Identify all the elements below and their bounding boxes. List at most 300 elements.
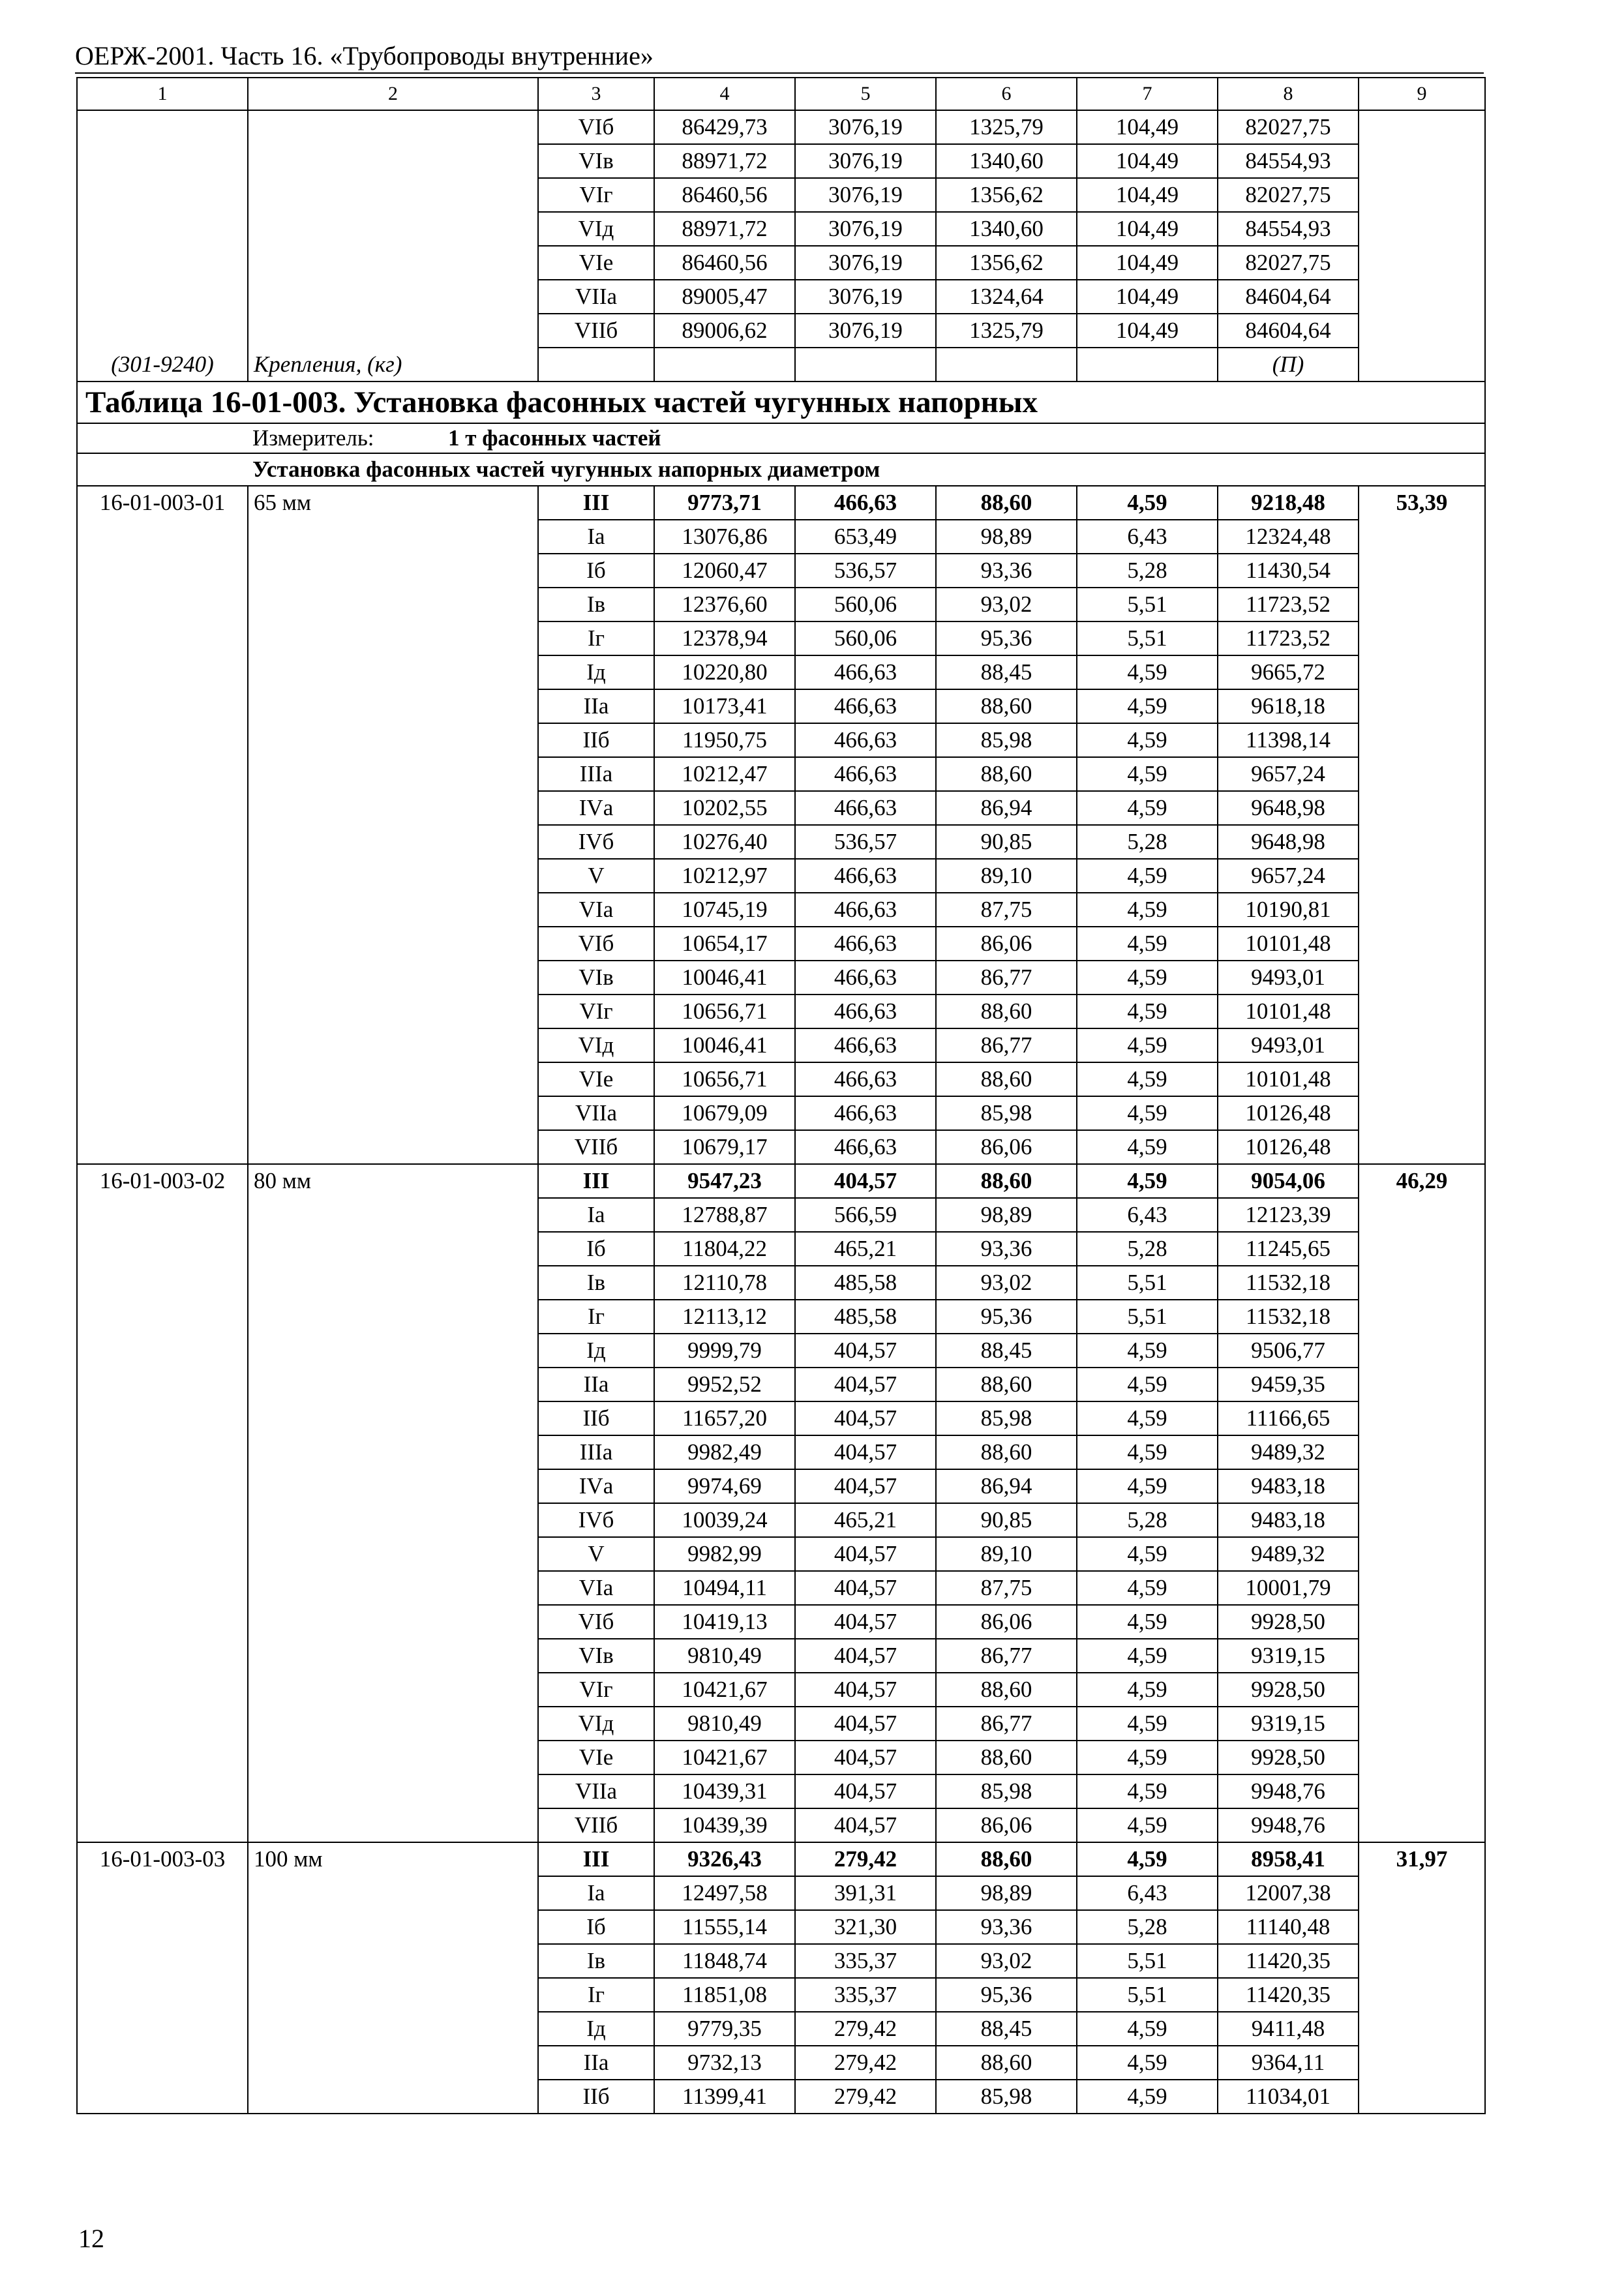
machines-cell: 1324,64 <box>936 280 1077 314</box>
total-cost-cell: 10276,40 <box>654 825 795 859</box>
machines-cell: 93,02 <box>936 1944 1077 1978</box>
wages-cell: 391,31 <box>795 1876 936 1910</box>
materials-cell: 10001,79 <box>1218 1571 1359 1605</box>
zone-cell: VIIа <box>538 1774 654 1808</box>
wages-cell: 466,63 <box>795 961 936 995</box>
machines-cell: 93,02 <box>936 1266 1077 1300</box>
zone-cell: VIIб <box>538 1808 654 1842</box>
materials-cell: 10126,48 <box>1218 1096 1359 1130</box>
total-cost-cell: 9952,52 <box>654 1368 795 1401</box>
zone-cell: VIIа <box>538 1096 654 1130</box>
materials-cell: 9218,48 <box>1218 486 1359 520</box>
machines-cell: 85,98 <box>936 1401 1077 1435</box>
wages-cell: 465,21 <box>795 1503 936 1537</box>
wages-cell: 466,63 <box>795 791 936 825</box>
labor-cell: 31,97 <box>1359 1842 1485 2114</box>
materials-cell: 9648,98 <box>1218 791 1359 825</box>
total-cost-cell: 9810,49 <box>654 1639 795 1673</box>
machines-cell: 95,36 <box>936 1300 1077 1334</box>
column-number-1: 1 <box>77 78 248 110</box>
drivers-wages-cell: 5,28 <box>1077 1503 1218 1537</box>
machines-cell: 86,77 <box>936 1707 1077 1741</box>
total-cost-cell: 86429,73 <box>654 110 795 144</box>
zone-cell: IVб <box>538 825 654 859</box>
materials-cell: 9657,24 <box>1218 859 1359 893</box>
zone-cell: VIа <box>538 1571 654 1605</box>
wages-cell: 566,59 <box>795 1198 936 1232</box>
column-number-4: 4 <box>654 78 795 110</box>
zone-cell: IIа <box>538 2046 654 2080</box>
materials-cell: 9319,15 <box>1218 1639 1359 1673</box>
column-number-7: 7 <box>1077 78 1218 110</box>
zone-cell: Iб <box>538 1910 654 1944</box>
machines-cell: 95,36 <box>936 1978 1077 2012</box>
zone-cell: Iд <box>538 2012 654 2046</box>
drivers-wages-cell: 4,59 <box>1077 1096 1218 1130</box>
total-cost-cell: 86460,56 <box>654 246 795 280</box>
zone-cell: Iв <box>538 588 654 621</box>
drivers-wages-cell: 4,59 <box>1077 1808 1218 1842</box>
zone-cell: III <box>538 486 654 520</box>
machines-cell: 86,06 <box>936 1130 1077 1164</box>
wages-cell: 466,63 <box>795 1096 936 1130</box>
total-cost-cell: 10202,55 <box>654 791 795 825</box>
drivers-wages-cell: 6,43 <box>1077 1876 1218 1910</box>
materials-cell: 11245,65 <box>1218 1232 1359 1266</box>
total-cost-cell: 10656,71 <box>654 1062 795 1096</box>
machines-cell: 90,85 <box>936 1503 1077 1537</box>
drivers-wages-cell: 104,49 <box>1077 246 1218 280</box>
wages-cell: 466,63 <box>795 927 936 961</box>
drivers-wages-cell: 4,59 <box>1077 2012 1218 2046</box>
materials-cell: 11166,65 <box>1218 1401 1359 1435</box>
materials-cell: 9489,32 <box>1218 1435 1359 1469</box>
materials-cell: 10101,48 <box>1218 1062 1359 1096</box>
wages-cell: 3076,19 <box>795 178 936 212</box>
total-cost-cell: 11555,14 <box>654 1910 795 1944</box>
zone-cell: IVа <box>538 1469 654 1503</box>
materials-cell: 82027,75 <box>1218 246 1359 280</box>
materials-cell: 11420,35 <box>1218 1978 1359 2012</box>
drivers-wages-cell: 5,51 <box>1077 621 1218 655</box>
drivers-wages-cell: 104,49 <box>1077 178 1218 212</box>
total-cost-cell: 9982,99 <box>654 1537 795 1571</box>
drivers-wages-cell: 4,59 <box>1077 1164 1218 1198</box>
fastening-row <box>77 348 1485 382</box>
drivers-wages-cell: 4,59 <box>1077 1774 1218 1808</box>
materials-cell: 84554,93 <box>1218 212 1359 246</box>
machines-cell: 88,60 <box>936 1435 1077 1469</box>
machines-cell: 86,77 <box>936 961 1077 995</box>
wages-cell: 3076,19 <box>795 212 936 246</box>
zone-cell: IIа <box>538 1368 654 1401</box>
total-cost-cell: 10421,67 <box>654 1741 795 1774</box>
name-cell-empty <box>248 110 538 348</box>
machines-cell: 88,60 <box>936 486 1077 520</box>
drivers-wages-cell: 4,59 <box>1077 2080 1218 2114</box>
total-cost-cell: 9773,71 <box>654 486 795 520</box>
subtitle-cell <box>77 453 1485 486</box>
drivers-wages-cell: 4,59 <box>1077 1334 1218 1368</box>
empty-cell <box>538 348 654 382</box>
wages-cell: 335,37 <box>795 1978 936 2012</box>
materials-cell: 10101,48 <box>1218 995 1359 1028</box>
zone-cell: V <box>538 1537 654 1571</box>
total-cost-cell: 12060,47 <box>654 554 795 588</box>
drivers-wages-cell: 4,59 <box>1077 1062 1218 1096</box>
total-cost-cell: 10421,67 <box>654 1673 795 1707</box>
zone-cell: Iд <box>538 655 654 689</box>
machines-cell: 88,60 <box>936 995 1077 1028</box>
zone-cell: VIг <box>538 995 654 1028</box>
drivers-wages-cell: 4,59 <box>1077 1028 1218 1062</box>
code-cell: 16-01-003-03 <box>77 1842 248 2114</box>
total-cost-cell: 13076,86 <box>654 520 795 554</box>
fastening-unit: (П) <box>1218 348 1359 382</box>
machines-cell: 87,75 <box>936 1571 1077 1605</box>
machines-cell: 93,02 <box>936 588 1077 621</box>
materials-cell: 9506,77 <box>1218 1334 1359 1368</box>
wages-cell: 404,57 <box>795 1774 936 1808</box>
machines-cell: 87,75 <box>936 893 1077 927</box>
machines-cell: 98,89 <box>936 1198 1077 1232</box>
materials-cell: 8958,41 <box>1218 1842 1359 1876</box>
column-number-5: 5 <box>795 78 936 110</box>
zone-cell: VIIб <box>538 1130 654 1164</box>
zone-cell: VIв <box>538 1639 654 1673</box>
zone-cell: VIIа <box>538 280 654 314</box>
total-cost-cell: 10046,41 <box>654 961 795 995</box>
drivers-wages-cell: 4,59 <box>1077 1741 1218 1774</box>
zone-cell: IIIа <box>538 1435 654 1469</box>
total-cost-cell: 10173,41 <box>654 689 795 723</box>
machines-cell: 85,98 <box>936 1096 1077 1130</box>
column-number-9: 9 <box>1359 78 1485 110</box>
total-cost-cell: 10039,24 <box>654 1503 795 1537</box>
fastening-name: Крепления, (кг) <box>248 348 538 382</box>
total-cost-cell: 12378,94 <box>654 621 795 655</box>
materials-cell: 9483,18 <box>1218 1503 1359 1537</box>
machines-cell: 89,10 <box>936 1537 1077 1571</box>
zone-cell: Iб <box>538 1232 654 1266</box>
total-cost-cell: 9999,79 <box>654 1334 795 1368</box>
drivers-wages-cell: 4,59 <box>1077 1571 1218 1605</box>
zone-cell: Iб <box>538 554 654 588</box>
wages-cell: 279,42 <box>795 2012 936 2046</box>
total-cost-cell: 11950,75 <box>654 723 795 757</box>
drivers-wages-cell: 4,59 <box>1077 655 1218 689</box>
total-cost-cell: 11804,22 <box>654 1232 795 1266</box>
materials-cell: 9054,06 <box>1218 1164 1359 1198</box>
machines-cell: 85,98 <box>936 1774 1077 1808</box>
wages-cell: 466,63 <box>795 1028 936 1062</box>
zone-cell: VIб <box>538 1605 654 1639</box>
drivers-wages-cell: 4,59 <box>1077 723 1218 757</box>
wages-cell: 335,37 <box>795 1944 936 1978</box>
materials-cell: 82027,75 <box>1218 178 1359 212</box>
drivers-wages-cell: 4,59 <box>1077 859 1218 893</box>
materials-cell: 11532,18 <box>1218 1300 1359 1334</box>
total-cost-cell: 10494,11 <box>654 1571 795 1605</box>
total-cost-cell: 12113,12 <box>654 1300 795 1334</box>
materials-cell: 84604,64 <box>1218 314 1359 348</box>
zone-cell: VIб <box>538 110 654 144</box>
machines-cell: 88,60 <box>936 757 1077 791</box>
machines-cell: 1340,60 <box>936 144 1077 178</box>
total-cost-cell: 12497,58 <box>654 1876 795 1910</box>
price-table <box>76 77 1486 2114</box>
total-cost-cell: 10679,17 <box>654 1130 795 1164</box>
materials-cell: 12007,38 <box>1218 1876 1359 1910</box>
zone-cell: VIд <box>538 1707 654 1741</box>
materials-cell: 9928,50 <box>1218 1605 1359 1639</box>
wages-cell: 465,21 <box>795 1232 936 1266</box>
name-cell: 65 мм <box>248 486 538 1164</box>
drivers-wages-cell: 4,59 <box>1077 1537 1218 1571</box>
table-title: Таблица 16-01-003. Установка фасонных частей чугунных напорных <box>77 382 1485 423</box>
wages-cell: 536,57 <box>795 554 936 588</box>
drivers-wages-cell: 5,51 <box>1077 1300 1218 1334</box>
zone-cell: VIг <box>538 1673 654 1707</box>
wages-cell: 3076,19 <box>795 280 936 314</box>
drivers-wages-cell: 104,49 <box>1077 314 1218 348</box>
zone-cell: III <box>538 1842 654 1876</box>
materials-cell: 11034,01 <box>1218 2080 1359 2114</box>
materials-cell: 82027,75 <box>1218 110 1359 144</box>
total-cost-cell: 88971,72 <box>654 144 795 178</box>
zone-cell: VIе <box>538 1741 654 1774</box>
zone-cell: V <box>538 859 654 893</box>
measure-label: Измеритель: <box>252 425 374 451</box>
materials-cell: 9364,11 <box>1218 2046 1359 2080</box>
measure-value: 1 т фасонных частей <box>448 425 661 451</box>
drivers-wages-cell: 104,49 <box>1077 212 1218 246</box>
machines-cell: 86,77 <box>936 1639 1077 1673</box>
drivers-wages-cell: 5,28 <box>1077 554 1218 588</box>
materials-cell: 11723,52 <box>1218 621 1359 655</box>
total-cost-cell: 10745,19 <box>654 893 795 927</box>
total-cost-cell: 10679,09 <box>654 1096 795 1130</box>
wages-cell: 404,57 <box>795 1334 936 1368</box>
materials-cell: 9948,76 <box>1218 1808 1359 1842</box>
total-cost-cell: 9547,23 <box>654 1164 795 1198</box>
materials-cell: 9665,72 <box>1218 655 1359 689</box>
subtitle-row <box>77 453 1485 486</box>
materials-cell: 10190,81 <box>1218 893 1359 927</box>
drivers-wages-cell: 4,59 <box>1077 1130 1218 1164</box>
zone-cell: IIа <box>538 689 654 723</box>
zone-cell: Iа <box>538 520 654 554</box>
total-cost-cell: 12110,78 <box>654 1266 795 1300</box>
machines-cell: 1340,60 <box>936 212 1077 246</box>
zone-cell: IIб <box>538 723 654 757</box>
materials-cell: 9657,24 <box>1218 757 1359 791</box>
wages-cell: 404,57 <box>795 1639 936 1673</box>
code-cell: 16-01-003-01 <box>77 486 248 1164</box>
table-title-row <box>77 382 1485 423</box>
materials-cell: 11398,14 <box>1218 723 1359 757</box>
zone-cell: VIд <box>538 1028 654 1062</box>
drivers-wages-cell: 5,51 <box>1077 1944 1218 1978</box>
machines-cell: 86,06 <box>936 927 1077 961</box>
machines-cell: 98,89 <box>936 1876 1077 1910</box>
total-cost-cell: 10220,80 <box>654 655 795 689</box>
total-cost-cell: 10439,31 <box>654 1774 795 1808</box>
total-cost-cell: 9326,43 <box>654 1842 795 1876</box>
wages-cell: 404,57 <box>795 1605 936 1639</box>
zone-cell: VIв <box>538 961 654 995</box>
materials-cell: 9928,50 <box>1218 1673 1359 1707</box>
machines-cell: 88,60 <box>936 689 1077 723</box>
zone-cell: Iа <box>538 1876 654 1910</box>
machines-cell: 1356,62 <box>936 178 1077 212</box>
code-cell-empty <box>77 110 248 348</box>
wages-cell: 3076,19 <box>795 246 936 280</box>
materials-cell: 9483,18 <box>1218 1469 1359 1503</box>
machines-cell: 95,36 <box>936 621 1077 655</box>
wages-cell: 3076,19 <box>795 110 936 144</box>
materials-cell: 84554,93 <box>1218 144 1359 178</box>
machines-cell: 88,45 <box>936 2012 1077 2046</box>
drivers-wages-cell: 4,59 <box>1077 927 1218 961</box>
drivers-wages-cell: 4,59 <box>1077 1435 1218 1469</box>
fastening-code: (301-9240) <box>77 348 248 382</box>
total-cost-cell: 12788,87 <box>654 1198 795 1232</box>
total-cost-cell: 9779,35 <box>654 2012 795 2046</box>
machines-cell: 1325,79 <box>936 110 1077 144</box>
materials-cell: 9648,98 <box>1218 825 1359 859</box>
measure-cell <box>77 423 1485 453</box>
empty-cell <box>654 348 795 382</box>
total-cost-cell: 11851,08 <box>654 1978 795 2012</box>
wages-cell: 466,63 <box>795 859 936 893</box>
machines-cell: 88,45 <box>936 1334 1077 1368</box>
wages-cell: 3076,19 <box>795 144 936 178</box>
wages-cell: 404,57 <box>795 1673 936 1707</box>
table-row <box>77 110 1485 144</box>
machines-cell: 88,60 <box>936 1673 1077 1707</box>
materials-cell: 9493,01 <box>1218 961 1359 995</box>
zone-cell: IVа <box>538 791 654 825</box>
wages-cell: 279,42 <box>795 1842 936 1876</box>
wages-cell: 560,06 <box>795 588 936 621</box>
wages-cell: 404,57 <box>795 1571 936 1605</box>
page-header: ОЕРЖ-2001. Часть 16. «Трубопроводы внутренние» <box>75 41 654 70</box>
zone-cell: III <box>538 1164 654 1198</box>
empty-cell <box>1077 348 1218 382</box>
machines-cell: 86,06 <box>936 1808 1077 1842</box>
drivers-wages-cell: 4,59 <box>1077 757 1218 791</box>
wages-cell: 485,58 <box>795 1300 936 1334</box>
drivers-wages-cell: 4,59 <box>1077 1368 1218 1401</box>
materials-cell: 11723,52 <box>1218 588 1359 621</box>
drivers-wages-cell: 4,59 <box>1077 1673 1218 1707</box>
total-cost-cell: 10654,17 <box>654 927 795 961</box>
wages-cell: 279,42 <box>795 2046 936 2080</box>
total-cost-cell: 9810,49 <box>654 1707 795 1741</box>
zone-cell: Iа <box>538 1198 654 1232</box>
machines-cell: 88,45 <box>936 655 1077 689</box>
total-cost-cell: 9982,49 <box>654 1435 795 1469</box>
empty-cell <box>1359 348 1485 382</box>
zone-cell: Iг <box>538 621 654 655</box>
total-cost-cell: 89005,47 <box>654 280 795 314</box>
wages-cell: 404,57 <box>795 1469 936 1503</box>
labor-cell: 53,39 <box>1359 486 1485 1164</box>
machines-cell: 1356,62 <box>936 246 1077 280</box>
drivers-wages-cell: 5,51 <box>1077 588 1218 621</box>
total-cost-cell: 86460,56 <box>654 178 795 212</box>
drivers-wages-cell: 104,49 <box>1077 280 1218 314</box>
zone-cell: IVб <box>538 1503 654 1537</box>
wages-cell: 466,63 <box>795 723 936 757</box>
column-number-3: 3 <box>538 78 654 110</box>
machines-cell: 88,60 <box>936 1842 1077 1876</box>
drivers-wages-cell: 4,59 <box>1077 791 1218 825</box>
drivers-wages-cell: 4,59 <box>1077 1469 1218 1503</box>
total-cost-cell: 9732,13 <box>654 2046 795 2080</box>
zone-cell: VIе <box>538 246 654 280</box>
wages-cell: 536,57 <box>795 825 936 859</box>
total-cost-cell: 11399,41 <box>654 2080 795 2114</box>
column-number-6: 6 <box>936 78 1077 110</box>
total-cost-cell: 10439,39 <box>654 1808 795 1842</box>
drivers-wages-cell: 4,59 <box>1077 995 1218 1028</box>
materials-cell: 9493,01 <box>1218 1028 1359 1062</box>
machines-cell: 88,60 <box>936 1164 1077 1198</box>
wages-cell: 279,42 <box>795 2080 936 2114</box>
materials-cell: 9948,76 <box>1218 1774 1359 1808</box>
wages-cell: 404,57 <box>795 1537 936 1571</box>
wages-cell: 485,58 <box>795 1266 936 1300</box>
drivers-wages-cell: 4,59 <box>1077 2046 1218 2080</box>
machines-cell: 89,10 <box>936 859 1077 893</box>
materials-cell: 9319,15 <box>1218 1707 1359 1741</box>
zone-cell: Iг <box>538 1300 654 1334</box>
materials-cell: 9489,32 <box>1218 1537 1359 1571</box>
group-main-row <box>77 1164 1485 1198</box>
wages-cell: 404,57 <box>795 1401 936 1435</box>
drivers-wages-cell: 4,59 <box>1077 1707 1218 1741</box>
materials-cell: 10126,48 <box>1218 1130 1359 1164</box>
drivers-wages-cell: 5,51 <box>1077 1266 1218 1300</box>
materials-cell: 11532,18 <box>1218 1266 1359 1300</box>
machines-cell: 88,60 <box>936 1062 1077 1096</box>
drivers-wages-cell: 4,59 <box>1077 486 1218 520</box>
wages-cell: 404,57 <box>795 1368 936 1401</box>
machines-cell: 86,94 <box>936 1469 1077 1503</box>
drivers-wages-cell: 4,59 <box>1077 1842 1218 1876</box>
table-subtitle: Установка фасонных частей чугунных напорных диаметром <box>252 456 880 482</box>
wages-cell: 466,63 <box>795 757 936 791</box>
materials-cell: 9928,50 <box>1218 1741 1359 1774</box>
zone-cell: VIе <box>538 1062 654 1096</box>
machines-cell: 86,06 <box>936 1605 1077 1639</box>
total-cost-cell: 11657,20 <box>654 1401 795 1435</box>
drivers-wages-cell: 4,59 <box>1077 961 1218 995</box>
group-main-row <box>77 1842 1485 1876</box>
materials-cell: 9618,18 <box>1218 689 1359 723</box>
total-cost-cell: 10656,71 <box>654 995 795 1028</box>
page-number: 12 <box>78 2224 104 2253</box>
materials-cell: 10101,48 <box>1218 927 1359 961</box>
measure-row <box>77 423 1485 453</box>
machines-cell: 90,85 <box>936 825 1077 859</box>
total-cost-cell: 88971,72 <box>654 212 795 246</box>
column-number-row <box>77 78 1485 110</box>
materials-cell: 9459,35 <box>1218 1368 1359 1401</box>
total-cost-cell: 10046,41 <box>654 1028 795 1062</box>
